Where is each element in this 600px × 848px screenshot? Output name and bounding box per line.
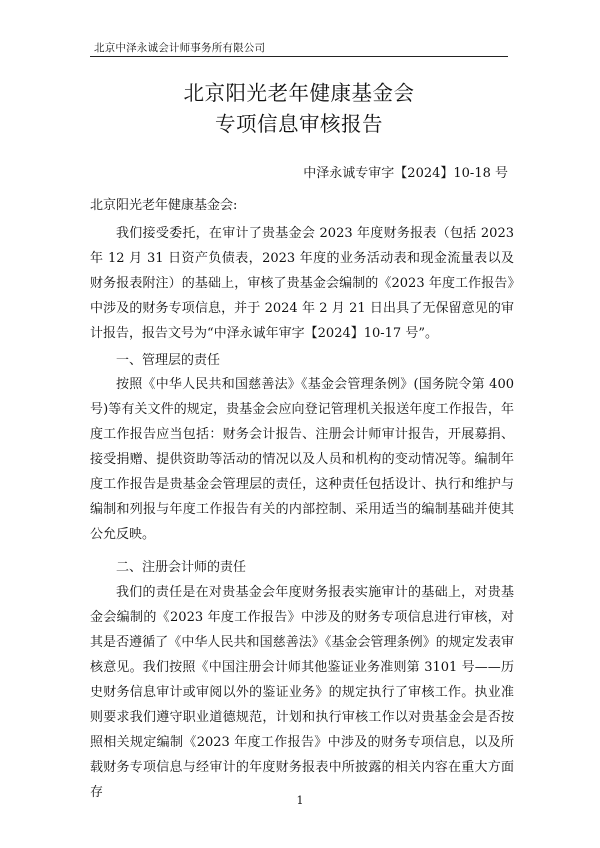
section-heading-auditor: 二、注册会计师的责任 — [116, 560, 247, 575]
auditor-responsibility-paragraph: 我们的责任是在对贵基金会年度财务报表实施审计的基础上，对贵基金会编制的《2023 年度工作报告》中涉及的财务专项信息进行审核，对其是否遵循了《中华人民共和国慈善法》《基金会管理条例》的规定发表审核意见。我们按照《中国注册会计师其他鉴证业务准则第 3101 号——历史财务信息审计或审阅以外的鉴证业务》的规定执行了审核工作。执业准则要求我们遵守职业道德规范，计划和执行审核工作以对贵基金会是否按照相关规定编制《2023 年度工作报告》中涉及的财务专项信息，以及所载财务专项信息与经审计的年度财务报表中所披露的相关内容在重大方面存 — [90, 585, 514, 800]
header-divider — [90, 56, 508, 57]
intro-paragraph: 我们接受委托，在审计了贵基金会 2023 年度财务报表（包括 2023 年 12 月 31 日资产负债表，2023 年度的业务活动表和现金流量表以及财务报表附注）的基础上，审核了贵基金会编制的《2023 年度工作报告》中涉及的财务专项信息，并于 2024 年 2 月 21 日出具了无保留意见的审计报告，报告文号为“中泽永诚年审字【2024】10-17 号”。 — [90, 226, 514, 341]
page-number: 1 — [296, 794, 304, 807]
header-firm-name: 北京中泽永诚会计师事务所有限公司 — [94, 42, 266, 54]
management-responsibility-paragraph: 按照《中华人民共和国慈善法》《基金会管理条例》(国务院令第 400 号)等有关文件的规定，贵基金会应向登记管理机关报送年度工作报告，年度工作报告应当包括：财务会计报告、注册会计师审计报告，开展募捐、接受捐赠、提供资助等活动的情况以及人员和机构的变动情况等。编制年度工作报告是贵基金会管理层的责任，这种责任包括设计、执行和维护与编制和列报与年度工作报告有关的内部控制、采用适当的编制基础并使其公允反映。 — [90, 377, 514, 542]
report-reference-number: 中泽永诚专审字【2024】10-18 号 — [303, 166, 508, 181]
report-title-org: 北京阳光老年健康基金会 — [183, 81, 415, 105]
addressee: 北京阳光老年健康基金会: — [90, 198, 238, 213]
report-title-type: 专项信息审核报告 — [215, 112, 383, 136]
section-heading-management: 一、管理层的责任 — [116, 353, 221, 368]
